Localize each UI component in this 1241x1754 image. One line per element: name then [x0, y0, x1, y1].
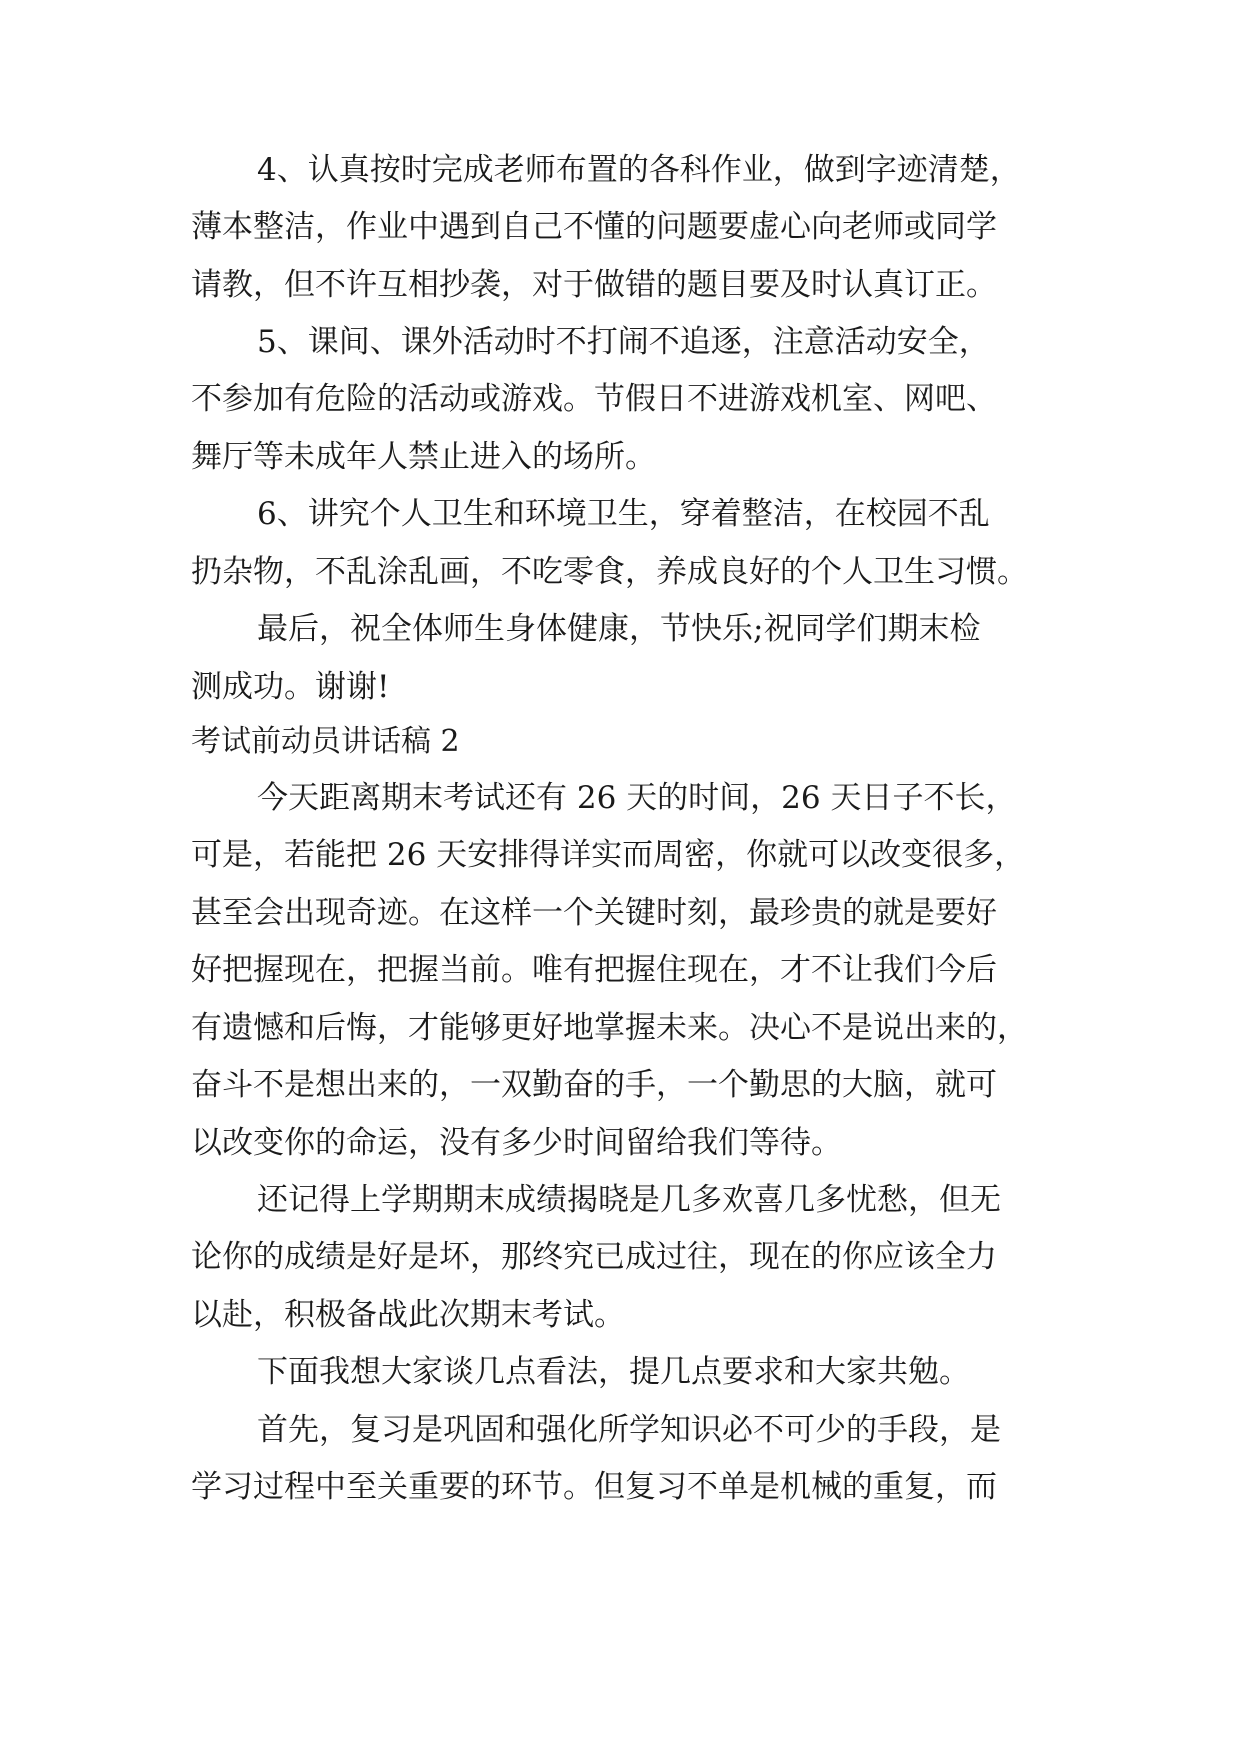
paragraph-line: 奋斗不是想出来的，一双勤奋的手，一个勤思的大脑，就可	[191, 1067, 997, 1103]
paragraph-line: 不参加有危险的活动或游戏。节假日不进游戏机室、网吧、	[191, 381, 997, 417]
paragraph-line: 扔杂物，不乱涂乱画，不吃零食，养成良好的个人卫生习惯。	[191, 554, 1028, 590]
paragraph-line: 好把握现在，把握当前。唯有把握住现在，才不让我们今后	[191, 952, 997, 988]
paragraph-line: 6、讲究个人卫生和环境卫生，穿着整洁，在校园不乱	[257, 496, 990, 532]
paragraph-line: 有遗憾和后悔，才能够更好地掌握未来。决心不是说出来的，	[191, 1010, 1028, 1046]
paragraph-line: 以赴，积极备战此次期末考试。	[191, 1297, 625, 1333]
paragraph-line: 甚至会出现奇迹。在这样一个关键时刻，最珍贵的就是要好	[191, 895, 997, 931]
paragraph-line: 测成功。谢谢!	[191, 669, 390, 705]
paragraph-line: 论你的成绩是好是坏，那终究已成过往，现在的你应该全力	[191, 1239, 997, 1275]
paragraph-line: 舞厅等未成年人禁止进入的场所。	[191, 439, 656, 475]
paragraph-line: 4、认真按时完成老师布置的各科作业，做到字迹清楚，	[257, 152, 1021, 188]
paragraph-line: 最后，祝全体师生身体健康，节快乐;祝同学们期末检	[257, 611, 981, 647]
paragraph-line: 还记得上学期期末成绩揭晓是几多欢喜几多忧愁，但无	[257, 1182, 1001, 1218]
paragraph-line: 5、课间、课外活动时不打闹不追逐，注意活动安全，	[257, 324, 990, 360]
paragraph-line: 下面我想大家谈几点看法，提几点要求和大家共勉。	[257, 1354, 970, 1390]
section-heading: 考试前动员讲话稿 2	[191, 724, 460, 759]
paragraph-line: 薄本整洁，作业中遇到自己不懂的问题要虚心向老师或同学	[191, 209, 997, 245]
paragraph-line: 请教，但不许互相抄袭，对于做错的题目要及时认真订正。	[191, 267, 997, 303]
paragraph-line: 以改变你的命运，没有多少时间留给我们等待。	[191, 1125, 842, 1161]
paragraph-line: 今天距离期末考试还有 26 天的时间，26 天日子不长，	[257, 780, 1017, 816]
paragraph-line: 学习过程中至关重要的环节。但复习不单是机械的重复，而	[191, 1469, 997, 1505]
paragraph-line: 可是，若能把 26 天安排得详实而周密，你就可以改变很多，	[191, 837, 1026, 873]
paragraph-line: 首先，复习是巩固和强化所学知识必不可少的手段，是	[257, 1412, 1001, 1448]
